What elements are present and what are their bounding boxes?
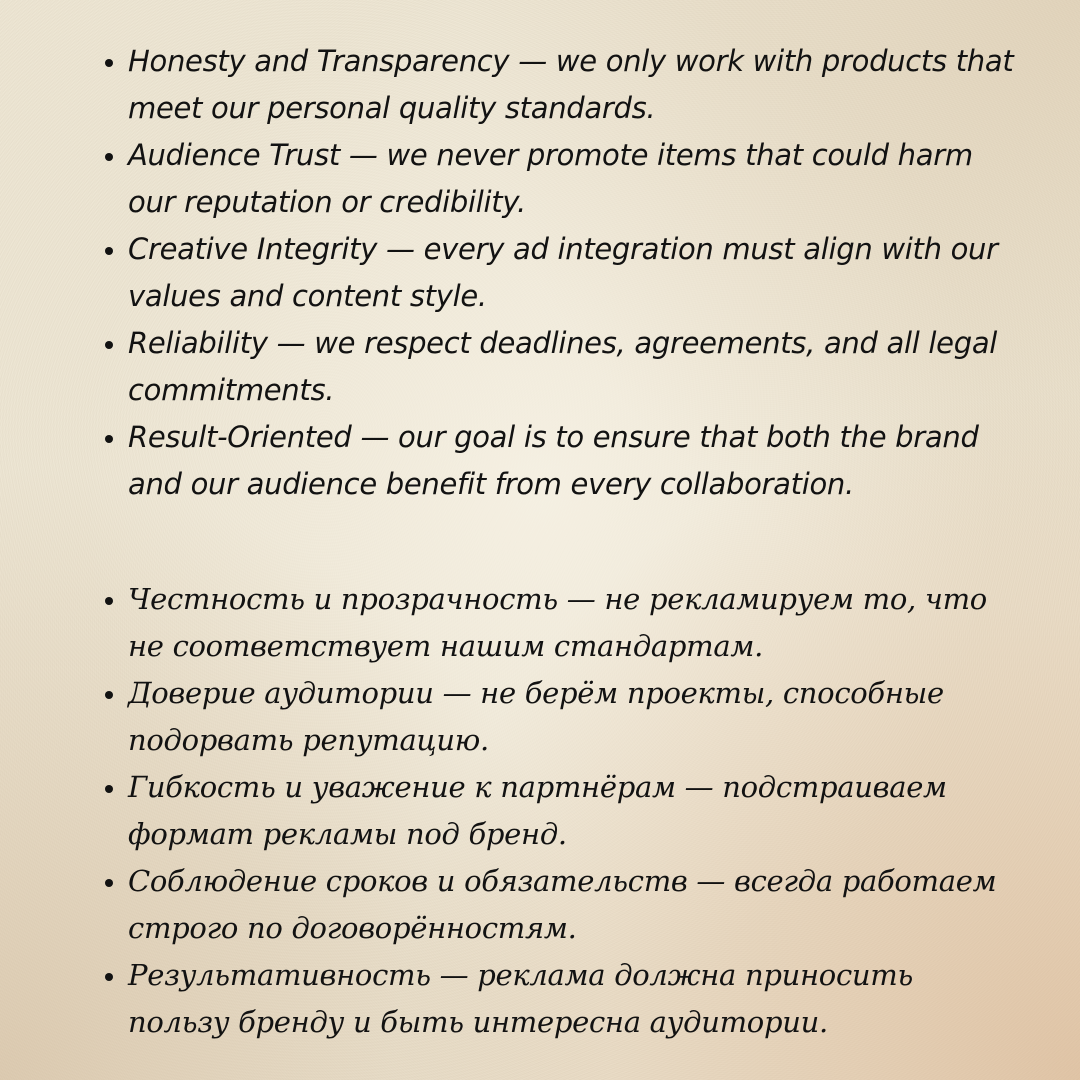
bullet-icon xyxy=(105,691,113,699)
bullet-icon xyxy=(105,973,113,981)
list-item-text: Result-Oriented — our goal is to ensure that both the brand and our audience benefit from every collaboration. xyxy=(128,420,979,501)
bullet-icon xyxy=(105,59,113,67)
russian-values-list xyxy=(100,576,1020,1046)
bullet-icon xyxy=(105,153,113,161)
list-item xyxy=(100,414,1020,508)
english-values-list xyxy=(100,38,1020,508)
bullet-icon xyxy=(105,341,113,349)
list-item-text: Гибкость и уважение к партнёрам — подстраиваем формат рекламы под бренд. xyxy=(128,770,947,851)
list-item-text: Audience Trust — we never promote items that could harm our reputation or credibility. xyxy=(128,138,973,219)
list-item-text: Соблюдение сроков и обязательств — всегда работаем строго по договорённостям. xyxy=(128,864,997,945)
bullet-icon xyxy=(105,597,113,605)
list-item xyxy=(100,670,1020,764)
list-item xyxy=(100,226,1020,320)
list-item xyxy=(100,320,1020,414)
list-item xyxy=(100,858,1020,952)
list-item xyxy=(100,952,1020,1046)
list-item-text: Честность и прозрачность — не рекламируем то, что не соответствует нашим стандартам. xyxy=(128,582,987,663)
list-item-text: Reliability — we respect deadlines, agreements, and all legal commitments. xyxy=(128,326,998,407)
bullet-icon xyxy=(105,879,113,887)
list-item-text: Результативность — реклама должна приносить пользу бренду и быть интересна аудитории. xyxy=(128,958,913,1039)
list-item-text: Honesty and Transparency — we only work with products that meet our personal quality standards. xyxy=(128,44,1014,125)
list-item xyxy=(100,576,1020,670)
list-item xyxy=(100,764,1020,858)
bullet-icon xyxy=(105,435,113,443)
bullet-icon xyxy=(105,247,113,255)
list-item-text: Creative Integrity — every ad integration must align with our values and content style. xyxy=(128,232,998,313)
list-item xyxy=(100,38,1020,132)
list-item-text: Доверие аудитории — не берём проекты, способные подорвать репутацию. xyxy=(128,676,944,757)
bullet-icon xyxy=(105,785,113,793)
list-item xyxy=(100,132,1020,226)
